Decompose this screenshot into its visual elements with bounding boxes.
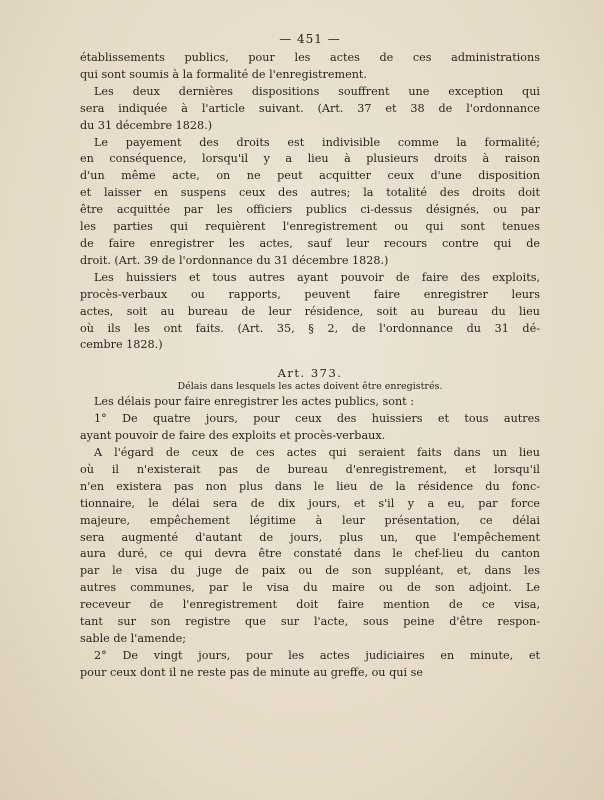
text-line: qui sont soumis à la formalité de l'enregistrement. [80,67,367,81]
text-line: cembre 1828.) [80,338,163,352]
article-body [80,394,540,681]
text-line: autres communes, par le visa du maire ou de son adjoint. Le [80,581,540,595]
paragraph [80,84,540,135]
text-line: de faire enregistrer les actes, sauf leur recours contre qui de [80,236,540,250]
paragraph [80,50,540,84]
text-line: pour ceux dont il ne reste pas de minute au greffe, ou qui se [80,665,423,679]
text-line: Les délais pour faire enregistrer les actes publics, sont : [94,395,414,409]
text-line: où ils les ont faits. (Art. 35, § 2, de l'ordonnance du 31 dé- [80,321,540,335]
text-line: être acquittée par les officiers publics ci-dessus désignés, ou par [80,203,540,217]
article-subtitle: Délais dans lesquels les actes doivent être enregistrés. [177,381,443,393]
text-line: les parties qui requièrent l'enregistrement ou qui sont tenues [80,220,540,234]
text-line: sera indiquée à l'article suivant. (Art. 37 et 38 de l'ordonnance [80,101,540,115]
article-heading: Art. 373. [277,366,343,381]
text-line: Le payement des droits est indivisible comme la formalité; [94,135,540,149]
text-line: par le visa du juge de paix ou de son suppléant, et, dans les [80,564,540,578]
text-line: 2° De vingt jours, pour les actes judiciaires en minute, et [94,648,540,662]
preceding-text [80,50,540,354]
paragraph [80,411,540,445]
text-line: 1° De quatre jours, pour ceux des huissiers et tous autres [94,412,540,426]
text-line: d'un même acte, on ne peut acquitter ceux d'une disposition [80,169,540,183]
text-line: aura duré, ce qui devra être constaté dans le chef-lieu du canton [80,547,540,561]
page-number: — 451 — [279,32,341,46]
text-line: A l'égard de ceux de ces actes qui seraient faits dans un lieu [94,446,540,460]
text-line: droit. (Art. 39 de l'ordonnance du 31 décembre 1828.) [80,253,389,267]
text-line: ayant pouvoir de faire des exploits et procès-verbaux. [80,429,386,443]
text-line: du 31 décembre 1828.) [80,118,213,132]
text-line: sable de l'amende; [80,632,186,645]
paragraph [80,270,540,355]
text-line: receveur de l'enregistrement doit faire mention de ce visa, [80,598,540,612]
page-text [80,32,540,682]
text-line: où il n'existerait pas de bureau d'enregistrement, et lorsqu'il [80,462,540,476]
text-line: sera augmenté d'autant de jours, plus un, que l'empêchement [80,530,540,544]
paragraph [80,648,540,682]
text-line: tionnaire, le délai sera de dix jours, et s'il y a eu, par force [80,496,540,510]
paragraph [80,135,540,270]
paragraph [80,394,540,411]
text-line: en conséquence, lorsqu'il y a lieu à plusieurs droits à raison [80,152,540,166]
text-line: majeure, empêchement légitime à leur présentation, ce délai [80,513,540,527]
text-line: tant sur son registre que sur l'acte, sous peine d'être respon- [80,615,540,629]
text-line: Les deux dernières dispositions souffrent une exception qui [94,84,540,98]
text-line: et laisser en suspens ceux des autres; la totalité des droits doit [80,186,540,200]
text-line: Les huissiers et tous autres ayant pouvoir de faire des exploits, [94,270,540,284]
text-line: actes, soit au bureau de leur résidence, soit au bureau du lieu [80,304,540,318]
text-line: n'en existera pas non plus dans le lieu de la résidence du fonc- [80,479,540,493]
paragraph [80,445,540,648]
text-line: établissements publics, pour les actes de ces administrations [80,51,540,64]
text-line: procès-verbaux ou rapports, peuvent faire enregistrer leurs [80,287,540,301]
